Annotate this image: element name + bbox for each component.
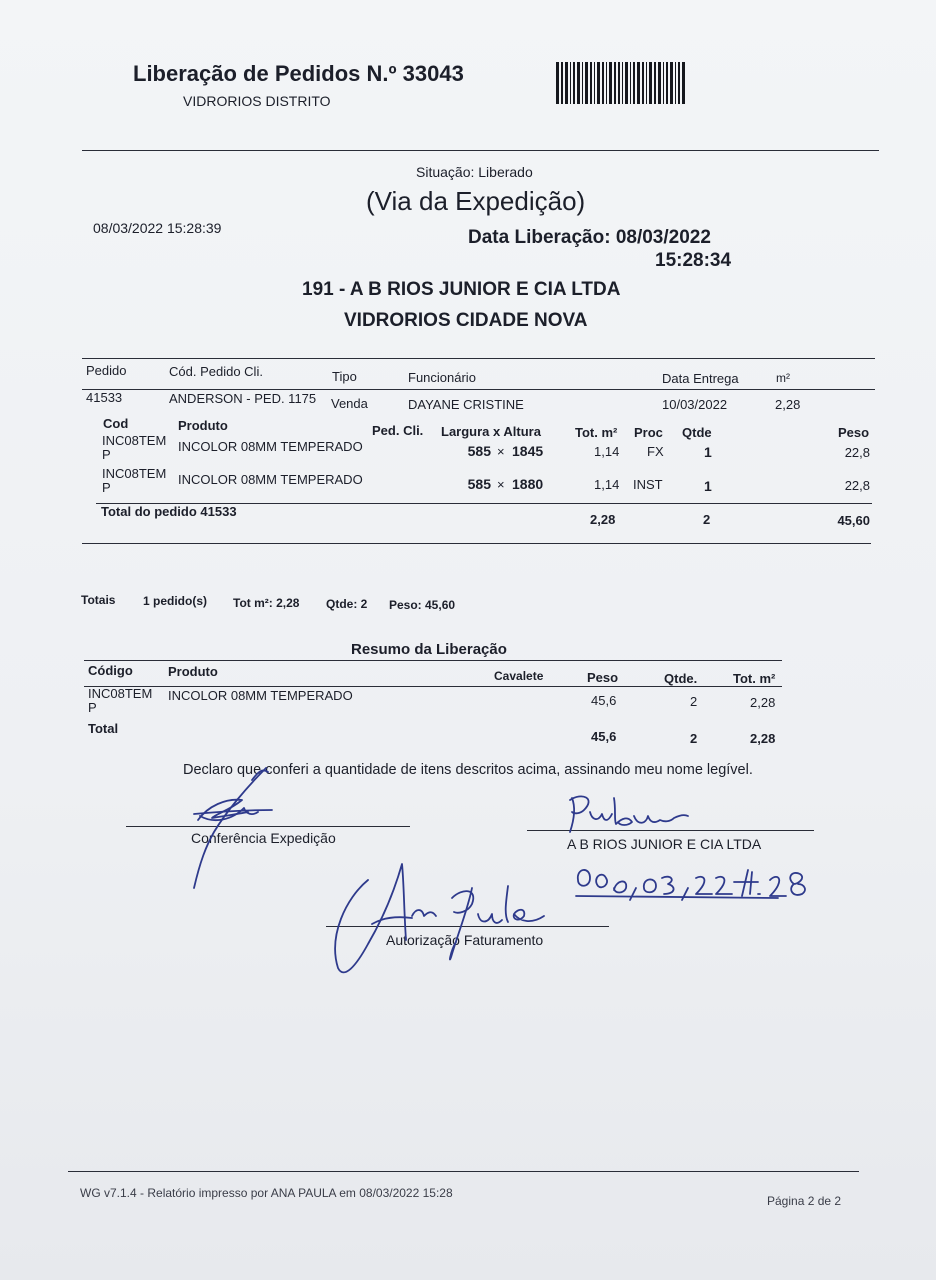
order-employee: DAYANE CRISTINE <box>408 397 524 412</box>
barcode-bar <box>561 62 563 104</box>
barcode-bar <box>597 62 600 104</box>
footer-printed-by: WG v7.1.4 - Relatório impresso por ANA PAULA em 08/03/2022 15:28 <box>80 1186 453 1200</box>
status-text: Situação: Liberado <box>416 164 533 180</box>
barcode-bar <box>637 62 640 104</box>
barcode-bar <box>663 62 664 104</box>
col-pedido: Pedido <box>86 363 127 378</box>
item-col-cod: Cod <box>103 416 129 431</box>
summary-col-peso: Peso <box>587 670 619 685</box>
barcode-bar <box>642 62 644 104</box>
summary-total-label: Total <box>88 721 119 736</box>
barcode-bar <box>654 62 656 104</box>
summary-row-qtde: 2 <box>690 694 698 709</box>
release-date: Data Liberação: 08/03/2022 <box>468 227 711 248</box>
order-total-label: Total do pedido 41533 <box>101 504 237 519</box>
summary-col-tot-m2: Tot. m² <box>733 671 776 686</box>
barcode-bar <box>556 62 559 104</box>
barcode-bar <box>582 62 583 104</box>
item-1-tot-m2: 1,14 <box>594 444 620 459</box>
totals-pedidos: 1 pedido(s) <box>143 594 208 608</box>
document-title: Liberação de Pedidos N.º 33043 <box>133 61 464 86</box>
footer-page-number: Página 2 de 2 <box>767 1194 842 1208</box>
order-header-divider <box>82 389 875 390</box>
barcode-bar <box>614 62 616 104</box>
release-time: 15:28:34 <box>655 250 732 271</box>
item-1-times: × <box>497 444 505 459</box>
barcode-bar <box>678 62 680 104</box>
item-2-largura: 585 <box>467 476 491 492</box>
declaration-text: Declaro que conferi a quantidade de itens descritos acima, assinando meu nome legível. <box>183 762 753 778</box>
conferencia-label: Conferência Expedição <box>191 830 336 846</box>
barcode-bar <box>570 62 571 104</box>
barcode-bar <box>625 62 628 104</box>
barcode-bar <box>622 62 623 104</box>
order-table-top <box>82 358 875 359</box>
footer-divider <box>68 1171 859 1172</box>
order-m2: 2,28 <box>775 397 801 412</box>
barcode-bar <box>590 62 592 104</box>
item-col-dims: Largura x Altura <box>441 424 541 439</box>
order-total-qtde: 2 <box>703 512 711 527</box>
item-2-produto: INCOLOR 08MM TEMPERADO <box>178 472 363 487</box>
copy-type: (Via da Expedição) <box>366 186 586 216</box>
col-m2: m² <box>776 371 790 385</box>
barcode-bar <box>675 62 676 104</box>
item-2-peso: 22,8 <box>844 478 870 493</box>
order-client-code: ANDERSON - PED. 1175 <box>169 391 317 406</box>
order-table-bottom <box>82 543 871 544</box>
order-type: Venda <box>331 396 368 411</box>
summary-header-divider <box>84 686 782 687</box>
barcode-bar <box>609 62 612 104</box>
item-2-proc: INST <box>633 477 663 492</box>
barcode <box>556 62 696 104</box>
client-signature <box>562 792 692 836</box>
order-delivery-date: 10/03/2022 <box>662 397 728 412</box>
client-name: 191 - A B RIOS JUNIOR E CIA LTDA <box>302 279 621 300</box>
item-col-qtde: Qtde <box>682 425 712 440</box>
totals-m2: Tot m²: 2,28 <box>233 596 300 610</box>
item-2-qtde: 1 <box>704 478 712 494</box>
summary-col-codigo: Código <box>88 663 133 678</box>
summary-row-produto: INCOLOR 08MM TEMPERADO <box>168 688 353 703</box>
col-tipo: Tipo <box>332 369 357 384</box>
barcode-bar <box>633 62 635 104</box>
barcode-bar <box>565 62 568 104</box>
totals-label: Totais <box>81 593 116 607</box>
barcode-bar <box>573 62 575 104</box>
summary-row-cod-b: P <box>88 700 97 715</box>
item-1-largura: 585 <box>467 443 491 459</box>
item-col-ped-cli: Ped. Cli. <box>372 423 424 438</box>
item-col-proc: Proc <box>634 425 663 440</box>
summary-row-tot-m2: 2,28 <box>750 695 776 710</box>
barcode-bar <box>646 62 647 104</box>
faturamento-label: Autorização Faturamento <box>386 932 544 948</box>
order-number: 41533 <box>86 390 123 405</box>
client-branch: VIDRORIOS CIDADE NOVA <box>344 310 588 331</box>
summary-col-cavalete: Cavalete <box>494 669 544 683</box>
order-total-m2: 2,28 <box>590 512 616 527</box>
client-signature-label: A B RIOS JUNIOR E CIA LTDA <box>567 836 762 852</box>
barcode-bar <box>670 62 673 104</box>
barcode-bar <box>649 62 652 104</box>
totals-peso: Peso: 45,60 <box>389 598 456 612</box>
summary-top <box>84 660 782 661</box>
item-2-tot-m2: 1,14 <box>594 477 620 492</box>
item-col-produto: Produto <box>178 418 228 433</box>
barcode-bar <box>585 62 588 104</box>
item-2-cod-a: INC08TEM <box>102 466 167 481</box>
col-funcionario: Funcionário <box>408 370 476 385</box>
header-divider <box>82 150 879 151</box>
barcode-bar <box>658 62 661 104</box>
order-total-peso: 45,60 <box>837 513 870 528</box>
item-1-peso: 22,8 <box>844 445 870 460</box>
barcode-bar <box>594 62 595 104</box>
barcode-bar <box>618 62 620 104</box>
item-col-peso: Peso <box>838 425 870 440</box>
print-datetime: 08/03/2022 15:28:39 <box>93 220 222 236</box>
barcode-bar <box>666 62 668 104</box>
faturamento-signature <box>332 858 552 978</box>
handwritten-date <box>572 860 812 904</box>
item-1-proc: FX <box>647 444 664 459</box>
item-col-tot-m2: Tot. m² <box>575 425 618 440</box>
summary-total-tot-m2: 2,28 <box>750 731 776 746</box>
branch-name: VIDRORIOS DISTRITO <box>183 93 331 109</box>
conferencia-signature <box>186 762 286 892</box>
summary-total-peso: 45,6 <box>591 729 617 744</box>
item-2-cod-b: P <box>102 480 111 495</box>
summary-total-qtde: 2 <box>690 731 698 746</box>
summary-col-qtde: Qtde. <box>664 671 698 686</box>
item-2-altura: 1880 <box>512 476 544 492</box>
col-data-entrega: Data Entrega <box>662 371 739 386</box>
barcode-bar <box>606 62 607 104</box>
barcode-bar <box>630 62 631 104</box>
barcode-bar <box>577 62 580 104</box>
item-1-qtde: 1 <box>704 444 712 460</box>
totals-qtde: Qtde: 2 <box>326 597 368 611</box>
summary-title: Resumo da Liberação <box>351 641 507 658</box>
item-1-cod-a: INC08TEM <box>102 433 167 448</box>
col-cod-cli: Cód. Pedido Cli. <box>169 364 263 379</box>
summary-row-cod-a: INC08TEM <box>88 686 153 701</box>
item-2-times: × <box>497 477 505 492</box>
barcode-bar <box>682 62 685 104</box>
barcode-bar <box>602 62 604 104</box>
summary-row-peso: 45,6 <box>591 693 617 708</box>
item-1-altura: 1845 <box>512 443 544 459</box>
item-1-cod-b: P <box>102 447 111 462</box>
item-1-produto: INCOLOR 08MM TEMPERADO <box>178 439 363 454</box>
summary-col-produto: Produto <box>168 664 218 679</box>
